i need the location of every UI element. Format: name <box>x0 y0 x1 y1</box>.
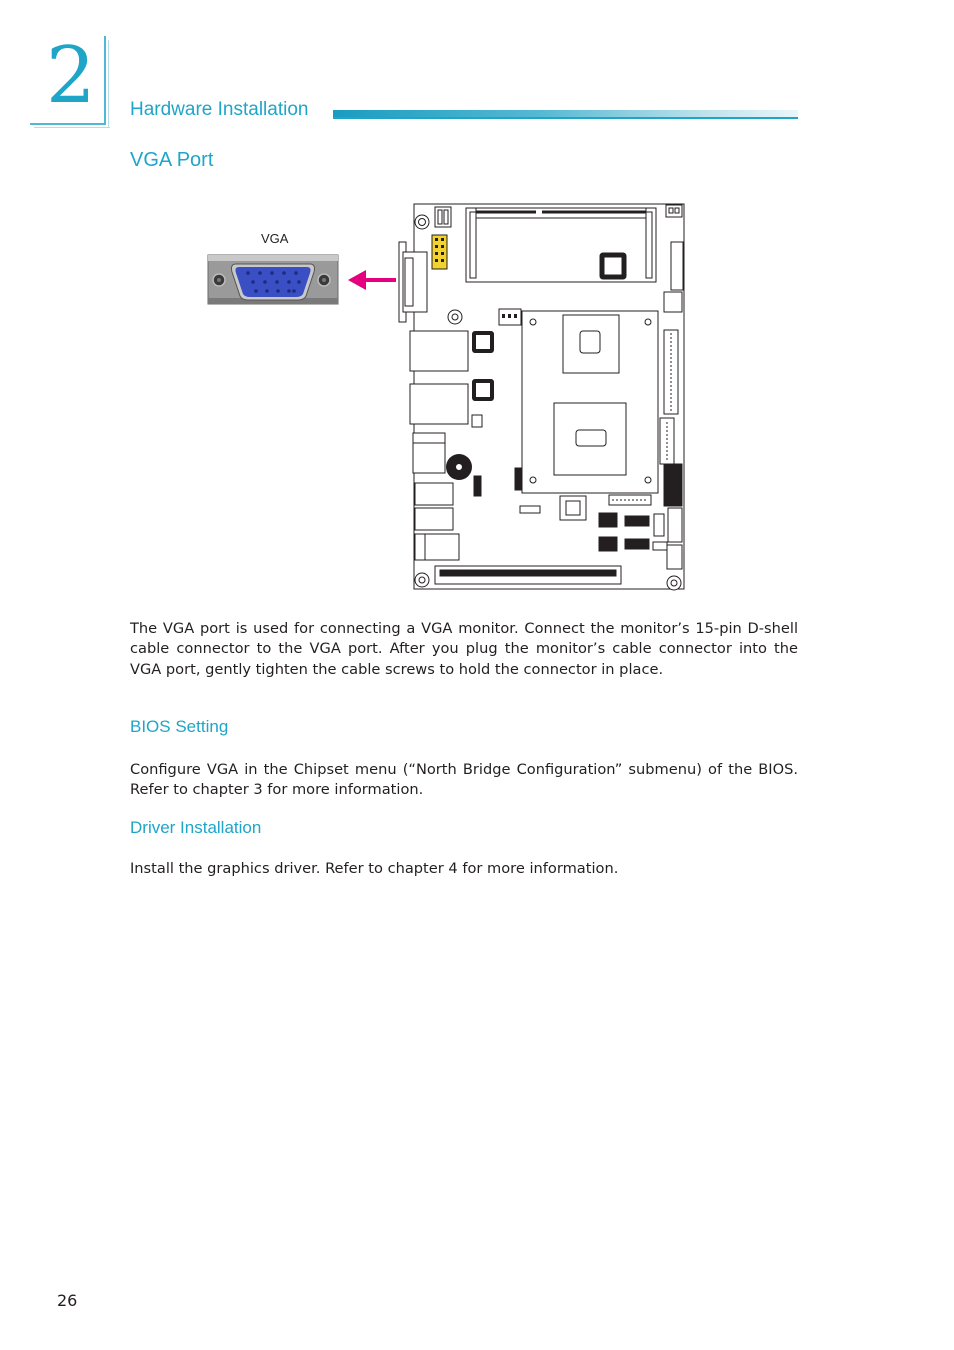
board-diagram <box>200 198 690 594</box>
sodimm-slot <box>466 208 656 282</box>
yellow-pin-header <box>432 235 447 269</box>
section-heading: VGA Port <box>130 149 214 171</box>
vga-callout-label: VGA <box>261 231 289 246</box>
board-expansion-slot <box>415 566 621 587</box>
chapter-number: 2 <box>46 31 96 121</box>
chapter-mark-shadow <box>108 40 109 128</box>
cpu-area <box>522 311 658 493</box>
chapter-mark-shadow-bottom <box>34 127 110 128</box>
board-figure <box>200 198 690 594</box>
vga-connector-photo <box>208 255 338 304</box>
bios-paragraph: Configure VGA in the Chipset menu (“North Bridge Configuration” submenu) of the BIOS. Refer to chapter 3 for more information. <box>130 761 798 799</box>
chapter-mark-vertical <box>104 36 106 124</box>
page-number: 26 <box>57 1291 78 1310</box>
chapter-mark-horizontal <box>30 123 106 125</box>
chapter-title-underline <box>333 117 798 119</box>
bios-setting-heading: BIOS Setting <box>130 717 229 736</box>
board-vga-connector <box>399 242 427 322</box>
board-buzzer <box>446 454 472 480</box>
driver-installation-heading: Driver Installation <box>130 818 262 837</box>
chapter-title: Hardware Installation <box>130 99 309 120</box>
intro-paragraph: The VGA port is used for connecting a VGA monitor. Connect the monitor’s 15-pin D-shell cable connector to the VGA port. After you plug the monitor’s cable connector into the VGA port, gently tighten the cable screws to hold the connector in place. <box>130 620 798 678</box>
pointer-arrow <box>348 270 396 290</box>
driver-paragraph: Install the graphics driver. Refer to chapter 4 for more information. <box>130 860 619 877</box>
